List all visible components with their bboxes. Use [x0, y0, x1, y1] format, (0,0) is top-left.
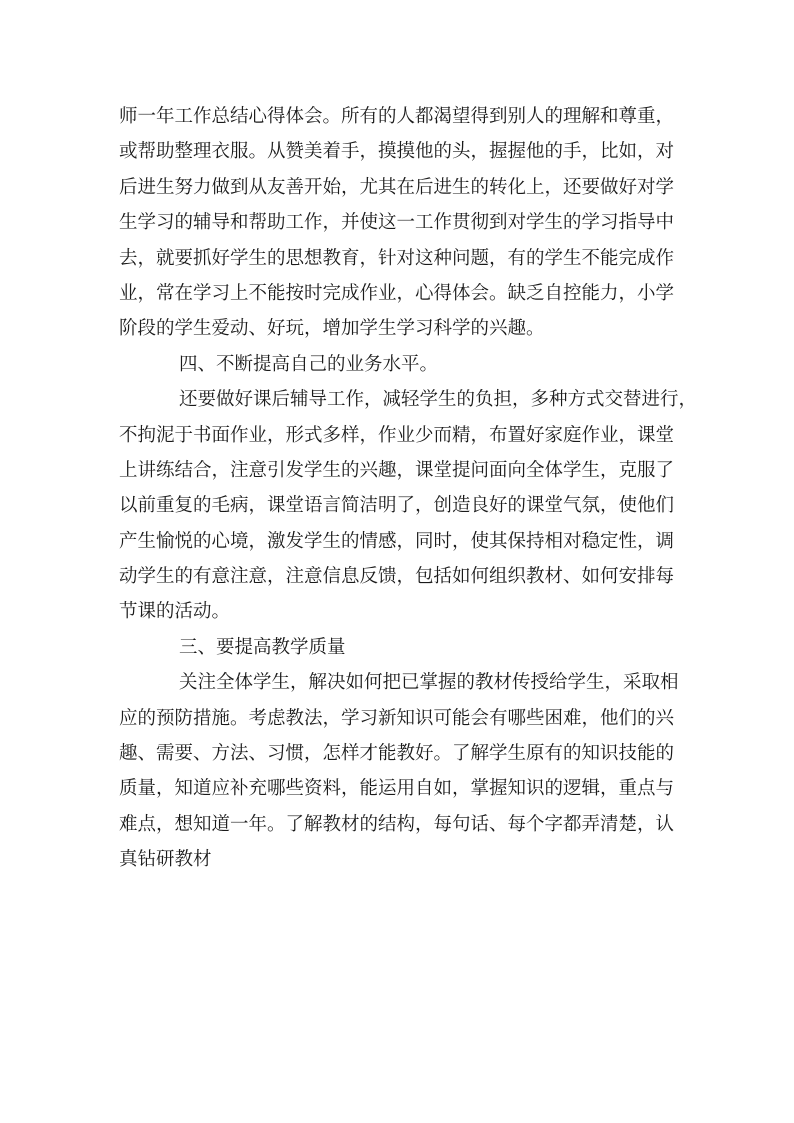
- text-line: 业，常在学习上不能按时完成作业，心得体会。缺乏自控能力，小学: [119, 282, 675, 304]
- text-line: 质量，知道应补充哪些资料，能运用自如，掌握知识的逻辑，重点与: [119, 778, 675, 800]
- text-line: 以前重复的毛病，课堂语言简洁明了，创造良好的课堂气氛，使他们: [119, 495, 675, 517]
- text-line: 产生愉悦的心境，激发学生的情感，同时，使其保持相对稳定性，调: [119, 530, 675, 552]
- text-line: 三、要提高教学质量: [179, 636, 346, 658]
- text-line: 去，就要抓好学生的思想教育，针对这种问题，有的学生不能完成作: [119, 247, 675, 269]
- text-line: 动学生的有意注意，注意信息反馈，包括如何组织教材、如何安排每: [119, 566, 675, 588]
- text-line: 或帮助整理衣服。从赞美着手，摸摸他的头，握握他的手，比如，对: [119, 141, 675, 163]
- text-line: 难点，想知道一年。了解教材的结构，每句话、每个字都弄清楚，认: [119, 813, 675, 835]
- body-text: [119, 99, 699, 878]
- text-line: 阶段的学生爱动、好玩，增加学生学习科学的兴趣。: [119, 318, 545, 340]
- text-line: 师一年工作总结心得体会。所有的人都渴望得到别人的理解和尊重，: [119, 106, 675, 127]
- text-line: 还要做好课后辅导工作，减轻学生的负担，多种方式交替进行，: [179, 389, 698, 411]
- text-line: 四、不断提高自己的业务水平。: [179, 353, 439, 375]
- text-line: 节课的活动。: [119, 601, 231, 623]
- text-line: 趣、需要、方法、习惯，怎样才能教好。了解学生原有的知识技能的: [119, 743, 675, 765]
- text-line: 不拘泥于书面作业，形式多样，作业少而精，布置好家庭作业，课堂: [119, 424, 675, 446]
- text-line: 生学习的辅导和帮助工作，并使这一工作贯彻到对学生的学习指导中: [119, 212, 675, 234]
- text-line: 后进生努力做到从友善开始，尤其在后进生的转化上，还要做好对学: [119, 176, 675, 198]
- text-line: 应的预防措施。考虑教法，学习新知识可能会有哪些困难，他们的兴: [119, 707, 675, 729]
- text-line: 关注全体学生，解决如何把已掌握的教材传授给学生，采取相: [179, 672, 679, 694]
- text-line: 真钻研教材: [119, 849, 212, 871]
- text-line: 上讲练结合，注意引发学生的兴趣，课堂提问面向全体学生，克服了: [119, 459, 675, 481]
